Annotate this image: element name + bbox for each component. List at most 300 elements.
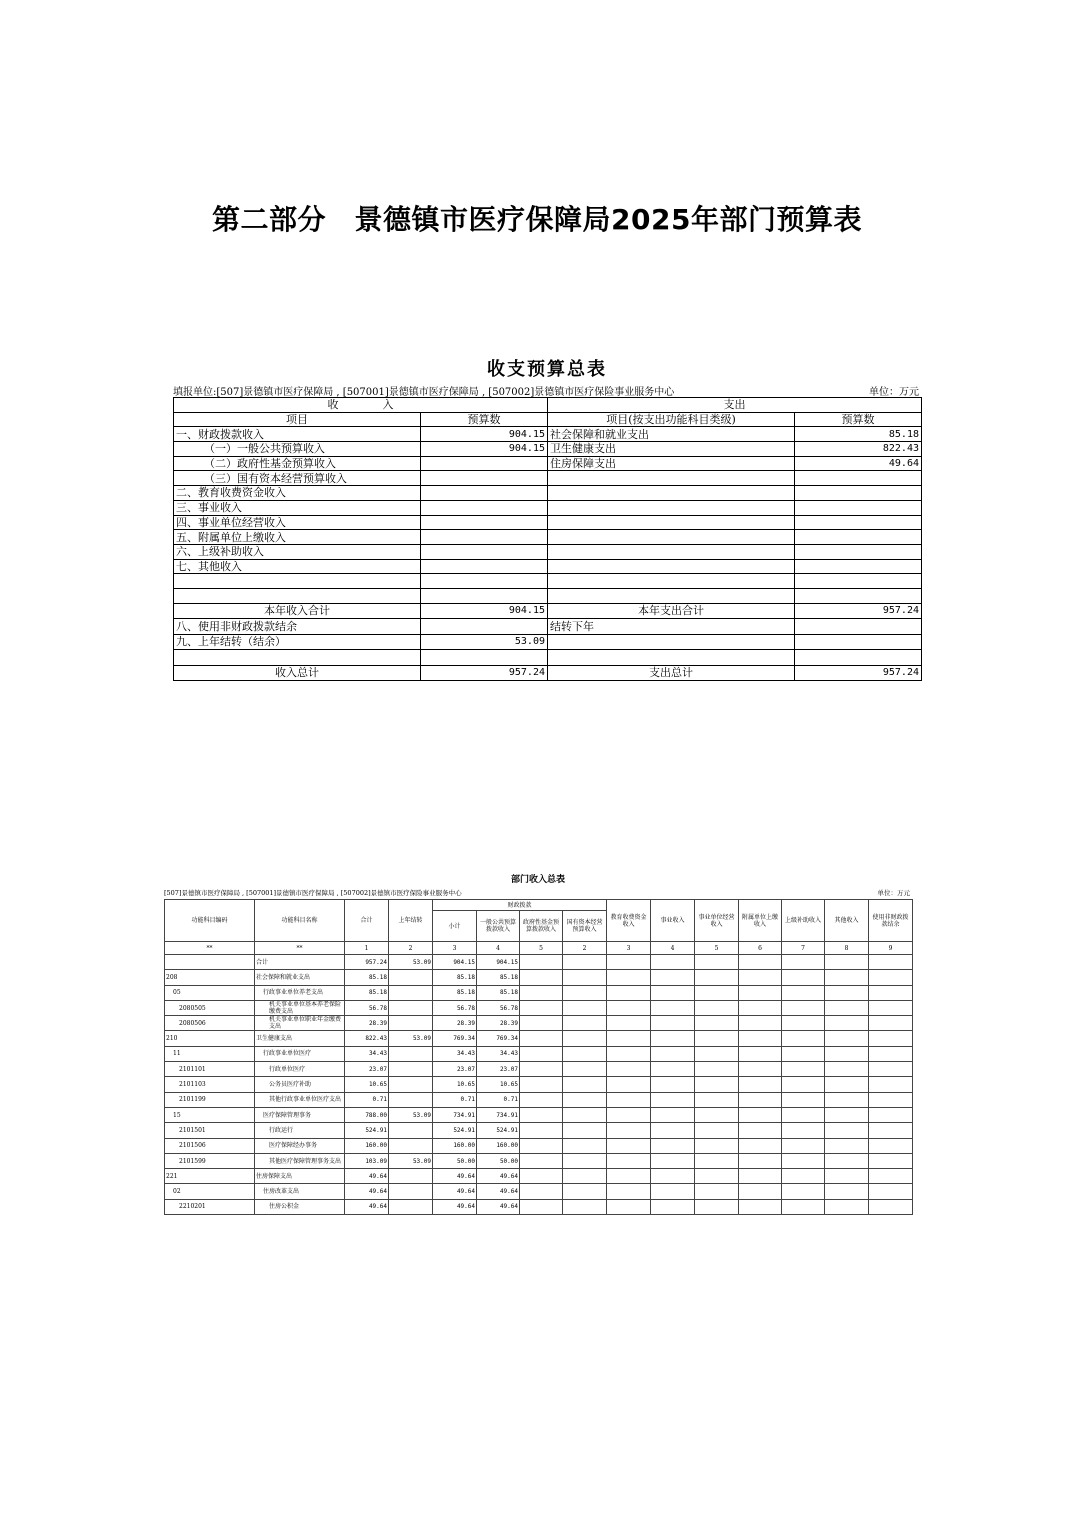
function-name: 其他行政事业单位医疗支出 xyxy=(255,1092,345,1107)
table-row xyxy=(174,574,922,589)
carry-value: 53.09 xyxy=(389,955,433,970)
general-budget-value: 524.91 xyxy=(477,1123,520,1138)
empty-cell xyxy=(782,1153,825,1168)
empty-cell xyxy=(651,970,695,985)
empty-cell xyxy=(520,1000,563,1015)
empty-cell xyxy=(825,1199,869,1214)
empty-cell xyxy=(651,1184,695,1199)
h-state: 国有资本经营预算收入 xyxy=(563,911,607,942)
expense-item xyxy=(548,530,795,545)
subtotal-value: 0.71 xyxy=(433,1092,477,1107)
empty-cell xyxy=(739,1077,782,1092)
total-expense-value: 957.24 xyxy=(795,665,922,681)
expense-value xyxy=(795,574,922,589)
empty-cell xyxy=(869,1000,913,1015)
column-number: 7 xyxy=(782,942,825,955)
prior-carry-value: 53.09 xyxy=(421,634,548,650)
expense-item: 卫生健康支出 xyxy=(548,442,795,457)
subtotal-value: 769.34 xyxy=(433,1031,477,1046)
empty-cell xyxy=(607,1000,651,1015)
empty-cell xyxy=(520,970,563,985)
empty-cell xyxy=(782,1199,825,1214)
expense-value xyxy=(795,530,922,545)
general-budget-value: 49.64 xyxy=(477,1199,520,1214)
table-row xyxy=(165,1000,913,1015)
empty-cell xyxy=(563,1199,607,1214)
table2-meta xyxy=(164,888,912,898)
table-row xyxy=(174,471,922,486)
function-name: 医疗保障经办事务 xyxy=(255,1138,345,1153)
income-value xyxy=(421,588,548,603)
empty-cell xyxy=(869,955,913,970)
income-value xyxy=(421,471,548,486)
empty-cell xyxy=(563,970,607,985)
total-value: 49.64 xyxy=(345,1199,389,1214)
table-row xyxy=(165,1107,913,1122)
empty-cell xyxy=(607,970,651,985)
income-item: 五、附属单位上缴收入 xyxy=(174,530,421,545)
expense-value xyxy=(795,471,922,486)
empty-cell xyxy=(563,1077,607,1092)
income-item xyxy=(174,588,421,603)
table-row xyxy=(165,1031,913,1046)
expense-value xyxy=(795,486,922,501)
expense-item xyxy=(548,515,795,530)
function-name: 行政事业单位养老支出 xyxy=(255,985,345,1000)
column-number-row xyxy=(165,942,913,955)
carry-value: 53.09 xyxy=(389,1153,433,1168)
empty-cell xyxy=(520,1046,563,1061)
column-number: 2 xyxy=(389,942,433,955)
empty-cell xyxy=(695,1031,739,1046)
total-value: 788.00 xyxy=(345,1107,389,1122)
carry-value xyxy=(389,1092,433,1107)
empty-cell xyxy=(695,955,739,970)
h-business: 事业收入 xyxy=(651,900,695,942)
total-value: 524.91 xyxy=(345,1123,389,1138)
total-value: 49.64 xyxy=(345,1169,389,1184)
column-number: 8 xyxy=(825,942,869,955)
carry-value xyxy=(389,1000,433,1015)
empty-cell xyxy=(782,1000,825,1015)
empty-cell xyxy=(825,1046,869,1061)
function-name: 住房改革支出 xyxy=(255,1184,345,1199)
total-value: 957.24 xyxy=(345,955,389,970)
subtotal-value: 85.18 xyxy=(433,985,477,1000)
subtotal-value: 28.39 xyxy=(433,1016,477,1031)
empty-cell xyxy=(782,1016,825,1031)
function-code: 2101103 xyxy=(165,1077,255,1092)
table-row xyxy=(165,1123,913,1138)
table1-meta xyxy=(173,383,921,397)
column-number: 3 xyxy=(607,942,651,955)
year-expense-label: 本年支出合计 xyxy=(548,603,795,619)
year-income-label: 本年收入合计 xyxy=(174,603,421,619)
empty-cell xyxy=(795,650,922,666)
table2-unit: 单位：万元 xyxy=(877,889,910,897)
function-code: 2101101 xyxy=(165,1062,255,1077)
empty-cell xyxy=(695,1184,739,1199)
general-budget-value: 0.71 xyxy=(477,1092,520,1107)
empty-cell xyxy=(869,1153,913,1168)
empty-cell xyxy=(695,1199,739,1214)
empty-cell xyxy=(695,1169,739,1184)
total-value: 49.64 xyxy=(345,1184,389,1199)
empty-cell xyxy=(739,1138,782,1153)
carry-value: 53.09 xyxy=(389,1031,433,1046)
function-code: 210 xyxy=(165,1031,255,1046)
total-value: 822.43 xyxy=(345,1031,389,1046)
expense-value xyxy=(795,559,922,574)
empty-cell xyxy=(739,1031,782,1046)
empty-cell xyxy=(520,1199,563,1214)
empty-cell xyxy=(651,1107,695,1122)
general-budget-value: 50.00 xyxy=(477,1153,520,1168)
general-budget-value: 85.18 xyxy=(477,970,520,985)
empty-cell xyxy=(651,1077,695,1092)
empty-cell xyxy=(782,1138,825,1153)
empty-cell xyxy=(825,1031,869,1046)
expense-item: 住房保障支出 xyxy=(548,456,795,471)
empty-cell xyxy=(782,1184,825,1199)
empty-cell xyxy=(421,650,548,666)
table-row xyxy=(174,456,922,471)
empty-cell xyxy=(651,1199,695,1214)
general-budget-value: 160.00 xyxy=(477,1138,520,1153)
empty-cell xyxy=(651,955,695,970)
total-value: 0.71 xyxy=(345,1092,389,1107)
empty-cell xyxy=(782,955,825,970)
empty-cell xyxy=(782,1046,825,1061)
empty-cell xyxy=(607,1184,651,1199)
expense-value: 85.18 xyxy=(795,427,922,442)
empty-cell xyxy=(563,1031,607,1046)
empty-cell xyxy=(782,1077,825,1092)
empty-cell xyxy=(520,1184,563,1199)
table-row xyxy=(165,970,913,985)
empty-cell xyxy=(782,1123,825,1138)
table-row xyxy=(174,603,922,619)
department-income-table xyxy=(164,899,913,1215)
h-general: 一般公共预算拨款收入 xyxy=(477,911,520,942)
empty-cell xyxy=(520,1077,563,1092)
empty-cell xyxy=(563,955,607,970)
function-code: 05 xyxy=(165,985,255,1000)
empty-cell xyxy=(695,1138,739,1153)
income-value xyxy=(421,559,548,574)
general-budget-value: 28.39 xyxy=(477,1016,520,1031)
general-budget-value: 49.64 xyxy=(477,1169,520,1184)
subtotal-value: 160.00 xyxy=(433,1138,477,1153)
empty-cell xyxy=(695,970,739,985)
income-value xyxy=(421,530,548,545)
table-row xyxy=(165,1153,913,1168)
prior-carry-label: 九、上年结转（结余） xyxy=(174,634,421,650)
carry-value xyxy=(389,1016,433,1031)
empty-cell xyxy=(825,1077,869,1092)
total-value: 85.18 xyxy=(345,985,389,1000)
empty-cell xyxy=(607,1123,651,1138)
empty-cell xyxy=(520,1169,563,1184)
empty-cell xyxy=(607,1169,651,1184)
table-row xyxy=(174,515,922,530)
empty-cell xyxy=(825,955,869,970)
empty-cell xyxy=(563,1000,607,1015)
subtotal-value: 10.65 xyxy=(433,1077,477,1092)
empty-cell xyxy=(782,970,825,985)
subtotal-value: 49.64 xyxy=(433,1169,477,1184)
table-row xyxy=(165,1092,913,1107)
table-row xyxy=(174,634,922,650)
table-row xyxy=(174,588,922,603)
empty-cell xyxy=(695,1000,739,1015)
empty-cell xyxy=(869,1123,913,1138)
empty-cell xyxy=(695,1016,739,1031)
general-budget-value: 49.64 xyxy=(477,1184,520,1199)
empty-cell xyxy=(607,1062,651,1077)
empty-cell xyxy=(651,1092,695,1107)
income-value xyxy=(421,574,548,589)
empty-cell xyxy=(563,1092,607,1107)
table-row xyxy=(165,1062,913,1077)
function-code: 221 xyxy=(165,1169,255,1184)
empty-cell xyxy=(782,1062,825,1077)
function-code: 2101506 xyxy=(165,1138,255,1153)
table1-fill-unit: 填报单位:[507]景德镇市医疗保障局 , [507001]景德镇市医疗保障局 , [507002]景德镇市医疗保险事业服务中心 xyxy=(173,387,675,398)
income-item: （二）政府性基金预算收入 xyxy=(174,456,421,471)
income-item: 七、其他收入 xyxy=(174,559,421,574)
empty-cell xyxy=(695,1092,739,1107)
general-budget-value: 34.43 xyxy=(477,1046,520,1061)
h-nonfiscal: 使用非财政拨款结余 xyxy=(869,900,913,942)
expense-item: 社会保障和就业支出 xyxy=(548,427,795,442)
empty-cell xyxy=(739,1000,782,1015)
empty-cell xyxy=(869,1138,913,1153)
empty-cell xyxy=(825,1123,869,1138)
empty-cell xyxy=(739,1184,782,1199)
function-code: 2080505 xyxy=(165,1000,255,1015)
table-row xyxy=(174,530,922,545)
subtotal-value: 734.91 xyxy=(433,1107,477,1122)
header-expense: 支出 xyxy=(548,398,922,413)
subtotal-value: 85.18 xyxy=(433,970,477,985)
income-item xyxy=(174,574,421,589)
function-name: 公务员医疗补助 xyxy=(255,1077,345,1092)
table-row xyxy=(165,1199,913,1214)
empty-cell xyxy=(739,1046,782,1061)
expense-item xyxy=(548,588,795,603)
h-operating: 事业单位经营收入 xyxy=(695,900,739,942)
empty-cell xyxy=(695,1046,739,1061)
empty-cell xyxy=(739,1169,782,1184)
empty-cell xyxy=(607,955,651,970)
subtotal-value: 49.64 xyxy=(433,1184,477,1199)
income-item: 一、财政拨款收入 xyxy=(174,427,421,442)
total-value: 28.39 xyxy=(345,1016,389,1031)
subtotal-value: 23.07 xyxy=(433,1062,477,1077)
expense-item xyxy=(548,500,795,515)
empty-cell xyxy=(563,985,607,1000)
column-number: 9 xyxy=(869,942,913,955)
subtotal-value: 524.91 xyxy=(433,1123,477,1138)
function-code: 2210201 xyxy=(165,1199,255,1214)
function-code: 2101199 xyxy=(165,1092,255,1107)
function-name: 社会保障和就业支出 xyxy=(255,970,345,985)
carry-next-label: 结转下年 xyxy=(548,619,795,635)
table-row xyxy=(165,1046,913,1061)
income-value xyxy=(421,515,548,530)
h-total: 合计 xyxy=(345,900,389,942)
empty-cell xyxy=(563,1046,607,1061)
income-item: （三）国有资本经营预算收入 xyxy=(174,471,421,486)
empty-cell xyxy=(651,1123,695,1138)
empty-cell xyxy=(739,955,782,970)
nonfiscal-balance-value xyxy=(421,619,548,635)
income-value xyxy=(421,500,548,515)
subtotal-value: 34.43 xyxy=(433,1046,477,1061)
empty-cell xyxy=(739,1062,782,1077)
h-fund: 政府性基金预算拨款收入 xyxy=(520,911,563,942)
column-number: ** xyxy=(165,942,255,955)
empty-cell xyxy=(607,1092,651,1107)
empty-cell xyxy=(548,634,795,650)
table-row xyxy=(165,1077,913,1092)
expense-item xyxy=(548,574,795,589)
empty-cell xyxy=(607,1046,651,1061)
function-code: 11 xyxy=(165,1046,255,1061)
empty-cell xyxy=(869,1077,913,1092)
column-number: 5 xyxy=(695,942,739,955)
function-code: 208 xyxy=(165,970,255,985)
empty-cell xyxy=(651,1046,695,1061)
empty-cell xyxy=(563,1138,607,1153)
col-item-expense: 项目(按支出功能科目类级) xyxy=(548,412,795,427)
empty-cell xyxy=(520,1016,563,1031)
h-affiliated: 附属单位上缴收入 xyxy=(739,900,782,942)
income-item: 四、事业单位经营收入 xyxy=(174,515,421,530)
column-number: 6 xyxy=(739,942,782,955)
total-value: 103.09 xyxy=(345,1153,389,1168)
empty-cell xyxy=(563,1107,607,1122)
empty-cell xyxy=(869,985,913,1000)
empty-cell xyxy=(651,1016,695,1031)
income-expense-summary-table xyxy=(173,397,922,681)
empty-cell xyxy=(563,1169,607,1184)
expense-value xyxy=(795,544,922,559)
income-item: 二、教育收费资金收入 xyxy=(174,486,421,501)
table-row xyxy=(174,427,922,442)
income-item: 六、上级补助收入 xyxy=(174,544,421,559)
carry-value xyxy=(389,985,433,1000)
empty-cell xyxy=(563,1123,607,1138)
empty-cell xyxy=(695,985,739,1000)
empty-cell xyxy=(869,1199,913,1214)
income-value: 904.15 xyxy=(421,442,548,457)
empty-cell xyxy=(607,1199,651,1214)
general-budget-value: 23.07 xyxy=(477,1062,520,1077)
empty-cell xyxy=(520,1138,563,1153)
subtotal-value: 904.15 xyxy=(433,955,477,970)
income-item: 三、事业收入 xyxy=(174,500,421,515)
total-value: 23.07 xyxy=(345,1062,389,1077)
table-row xyxy=(174,442,922,457)
carry-value xyxy=(389,1062,433,1077)
table-row xyxy=(165,955,913,970)
empty-cell xyxy=(520,1123,563,1138)
subtotal-value: 49.64 xyxy=(433,1199,477,1214)
subtotal-value: 56.78 xyxy=(433,1000,477,1015)
empty-cell xyxy=(739,1092,782,1107)
empty-cell xyxy=(607,1153,651,1168)
table2-unit-line: [507]景德镇市医疗保障局 , [507001]景德镇市医疗保障局 , [507002]景德镇市医疗保险事业服务中心 xyxy=(164,889,462,897)
general-budget-value: 904.15 xyxy=(477,955,520,970)
empty-cell xyxy=(607,985,651,1000)
function-name: 卫生健康支出 xyxy=(255,1031,345,1046)
function-name: 其他医疗保障管理事务支出 xyxy=(255,1153,345,1168)
carry-value xyxy=(389,1123,433,1138)
empty-cell xyxy=(869,1016,913,1031)
empty-cell xyxy=(739,1107,782,1122)
col-budget: 预算数 xyxy=(421,412,548,427)
empty-cell xyxy=(563,1062,607,1077)
general-budget-value: 85.18 xyxy=(477,985,520,1000)
empty-cell xyxy=(651,1031,695,1046)
table-row xyxy=(174,665,922,681)
empty-cell xyxy=(782,1107,825,1122)
empty-cell xyxy=(825,1169,869,1184)
carry-value xyxy=(389,1169,433,1184)
total-value: 34.43 xyxy=(345,1046,389,1061)
empty-cell xyxy=(520,955,563,970)
empty-cell xyxy=(825,1062,869,1077)
income-value xyxy=(421,544,548,559)
table-row xyxy=(174,486,922,501)
table-row xyxy=(174,559,922,574)
function-name: 合计 xyxy=(255,955,345,970)
header-income: 收 入 xyxy=(174,398,548,413)
h-fiscal: 财政拨款 xyxy=(433,900,607,911)
income-value xyxy=(421,456,548,471)
income-value xyxy=(421,486,548,501)
empty-cell xyxy=(695,1107,739,1122)
table-row xyxy=(165,1169,913,1184)
table-row xyxy=(165,1184,913,1199)
function-name: 行政事业单位医疗 xyxy=(255,1046,345,1061)
empty-cell xyxy=(782,985,825,1000)
function-name: 住房保障支出 xyxy=(255,1169,345,1184)
table1-unit: 单位：万元 xyxy=(869,387,919,398)
general-budget-value: 734.91 xyxy=(477,1107,520,1122)
table1-title: 收支预算总表 xyxy=(487,359,607,380)
table-row xyxy=(165,1016,913,1031)
column-number: 3 xyxy=(433,942,477,955)
year-income-value: 904.15 xyxy=(421,603,548,619)
column-number: 4 xyxy=(651,942,695,955)
empty-cell xyxy=(825,1138,869,1153)
empty-cell xyxy=(520,1107,563,1122)
income-value: 904.15 xyxy=(421,427,548,442)
empty-cell xyxy=(607,1107,651,1122)
empty-cell xyxy=(869,1031,913,1046)
total-expense-label: 支出总计 xyxy=(548,665,795,681)
empty-cell xyxy=(739,1123,782,1138)
empty-cell xyxy=(869,1062,913,1077)
function-name: 机关事业单位职业年金缴费支出 xyxy=(255,1016,345,1031)
empty-cell xyxy=(825,1184,869,1199)
h-code: 功能科目编码 xyxy=(165,900,255,942)
carry-value xyxy=(389,970,433,985)
empty-cell xyxy=(825,1000,869,1015)
